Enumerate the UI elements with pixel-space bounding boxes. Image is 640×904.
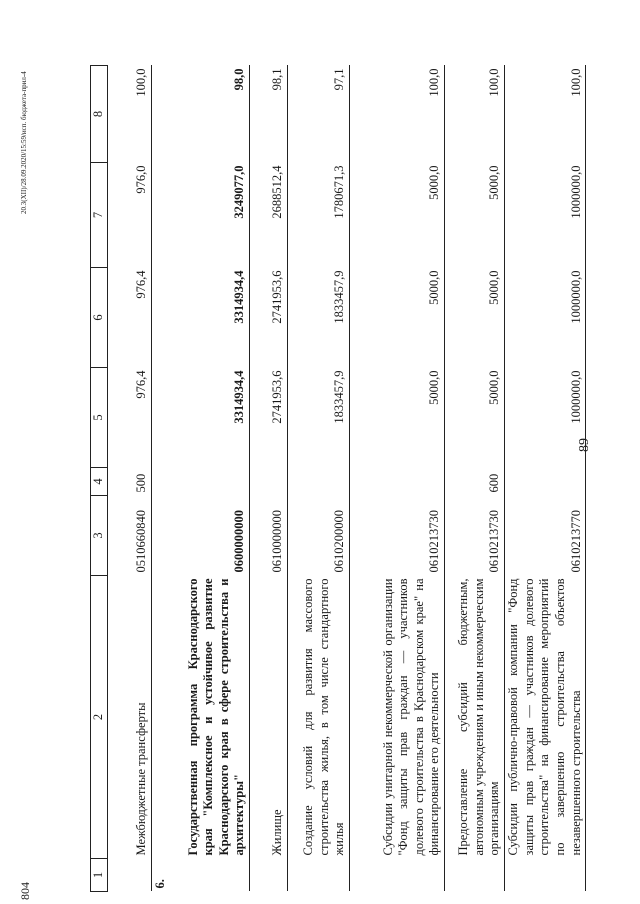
row-name: Межбюджетные трансферты (108, 576, 152, 859)
table-row (350, 66, 445, 892)
row-code: 0600000000 (152, 496, 250, 576)
table-row (108, 66, 152, 892)
row-value-6: 2741953,6 (250, 268, 288, 368)
row-number (505, 859, 586, 892)
row-value-5: 1000000,0 (505, 368, 586, 468)
row-value-7: 2688512,4 (250, 163, 288, 268)
row-value-8: 100,0 (108, 66, 152, 163)
table-row (445, 66, 505, 892)
row-value-5: 5000,0 (445, 368, 505, 468)
row-name: Государственная программа Краснодарского края "Комплексное и устойчивое развитие Краснодарского края в сфере строительства и архитектуры" (152, 576, 250, 859)
header-cell: 1 (91, 859, 108, 892)
row-name: Создание условий для развития массового строительства жилья, в том числе стандартного жилья (288, 576, 350, 859)
header-cell: 4 (91, 468, 108, 496)
header-cell: 8 (91, 66, 108, 163)
row-value-6: 1833457,9 (288, 268, 350, 368)
row-code: 0610213770 (505, 496, 586, 576)
table-row (288, 66, 350, 892)
row-value-7: 1780671,3 (288, 163, 350, 268)
row-value-6: 5000,0 (350, 268, 445, 368)
row-value-7: 3249077,0 (152, 163, 250, 268)
row-name: Субсидии публично-правовой компании "Фонд защиты прав граждан — участников долевого строительства" на финансирование мероприятий по завершению строительства объектов незавершенного строительства (505, 576, 586, 859)
row-value-5: 2741953,6 (250, 368, 288, 468)
header-cell: 7 (91, 163, 108, 268)
row-value-7: 1000000,0 (505, 163, 586, 268)
row-name: Субсидии унитарной некоммерческой организации "Фонд защиты прав граждан — участников долевого строительства в Краснодарском крае" на финансирование его деятельности (350, 576, 445, 859)
row-value-5: 1833457,9 (288, 368, 350, 468)
row-type (505, 468, 586, 496)
table-row (152, 66, 250, 892)
row-name: Жилище (250, 576, 288, 859)
row-number (250, 859, 288, 892)
row-type (288, 468, 350, 496)
row-value-8: 100,0 (445, 66, 505, 163)
row-value-5: 976,4 (108, 368, 152, 468)
row-value-6: 1000000,0 (505, 268, 586, 368)
header-cell: 5 (91, 368, 108, 468)
row-code: 0510660840 (108, 496, 152, 576)
row-value-5: 5000,0 (350, 368, 445, 468)
row-value-7: 5000,0 (350, 163, 445, 268)
row-number (445, 859, 505, 892)
row-value-8: 97,1 (288, 66, 350, 163)
row-value-5: 3314934,4 (152, 368, 250, 468)
row-number (350, 859, 445, 892)
row-number (108, 859, 152, 892)
page-number: 89 (577, 438, 592, 452)
row-type (250, 468, 288, 496)
row-type: 500 (108, 468, 152, 496)
corner-number: 804 (18, 882, 32, 900)
budget-table (90, 65, 586, 892)
row-code: 0610213730 (445, 496, 505, 576)
row-value-8: 100,0 (350, 66, 445, 163)
row-code: 0610213730 (350, 496, 445, 576)
row-value-8: 98,0 (152, 66, 250, 163)
header-cell: 6 (91, 268, 108, 368)
row-name: Предоставление субсидий бюджетным, автономным учреждениям и иным некоммерческим организациям (445, 576, 505, 859)
header-row (91, 66, 108, 892)
row-value-6: 976,4 (108, 268, 152, 368)
row-value-7: 5000,0 (445, 163, 505, 268)
row-type (350, 468, 445, 496)
header-cell: 2 (91, 576, 108, 859)
row-code: 0610200000 (288, 496, 350, 576)
table-row (505, 66, 586, 892)
row-number (288, 859, 350, 892)
header-cell: 3 (91, 496, 108, 576)
row-value-8: 98,1 (250, 66, 288, 163)
row-value-8: 100,0 (505, 66, 586, 163)
row-type: 600 (445, 468, 505, 496)
row-value-6: 3314934,4 (152, 268, 250, 368)
table-row (250, 66, 288, 892)
row-code: 0610000000 (250, 496, 288, 576)
row-value-6: 5000,0 (445, 268, 505, 368)
row-type (152, 468, 250, 496)
row-number: 6. (152, 859, 250, 892)
print-stamp: 20.3(XII)/28.09.2020/15:59/исп. бюджета-прил-4 (20, 71, 28, 214)
row-value-7: 976,0 (108, 163, 152, 268)
